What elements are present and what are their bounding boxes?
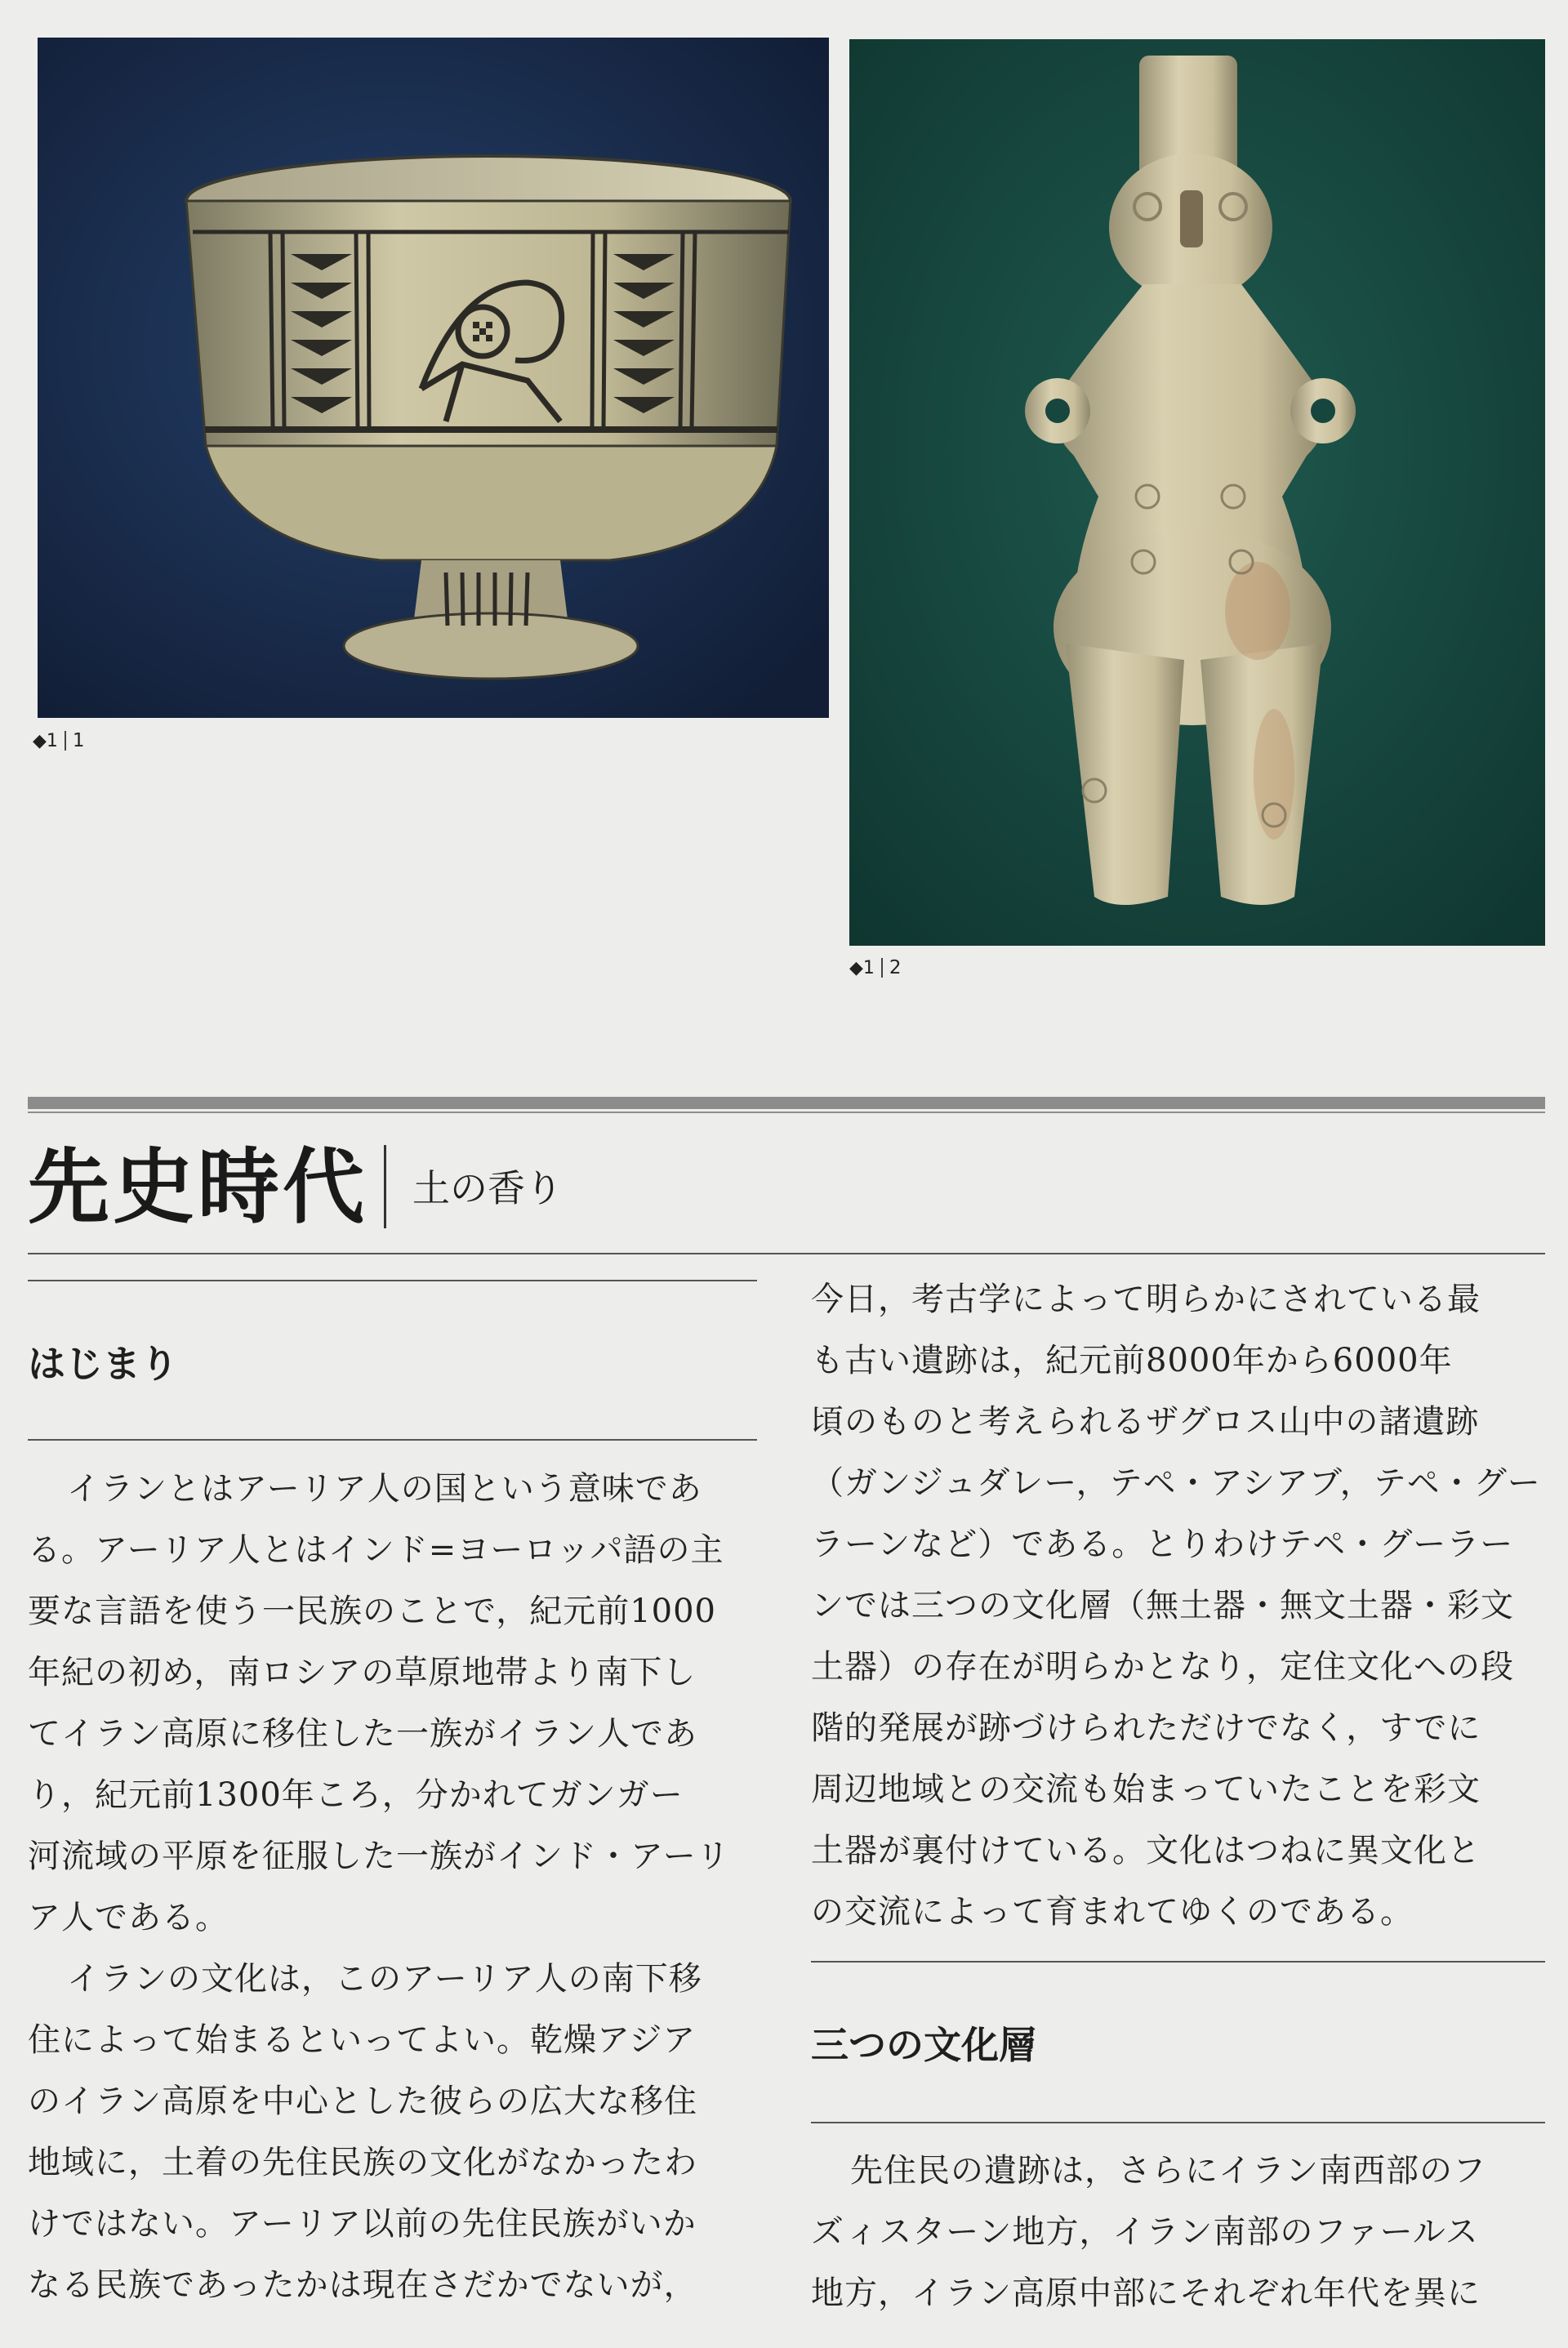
text-line: も古い遺跡は，紀元前8000年から6000年 xyxy=(811,1342,1453,1379)
text-line: ラーンなど）である。とりわけテペ・グーラー xyxy=(811,1526,1514,1563)
text-line: （ガンジュダレー，テペ・アシアブ，テペ・グー xyxy=(811,1464,1541,1502)
title-separator xyxy=(384,1145,386,1228)
text-line: の交流によって育まれてゆくのである。 xyxy=(811,1893,1414,1931)
text-line: イランとはアーリア人の国という意味であ xyxy=(67,1470,702,1508)
photo-clay-figurine xyxy=(849,39,1545,946)
text-line: てイラン高原に移住した一族がイラン人であ xyxy=(28,1715,697,1753)
text-line: 地域に，土着の先住民族の文化がなかったわ xyxy=(28,2144,697,2181)
text-line: イランの文化は，このアーリア人の南下移 xyxy=(67,1960,702,1998)
caption-prefix: ◆1 xyxy=(849,957,875,978)
clay-figurine-illustration xyxy=(849,39,1545,946)
left-column-body xyxy=(28,1459,757,2316)
text-line: 階的発展が跡づけられただけでなく，すでに xyxy=(811,1709,1481,1747)
caption-prefix: ◆1 xyxy=(33,730,58,751)
text-line: ア人である。 xyxy=(28,1899,229,1936)
text-line: 土器）の存在が明らかとなり，定住文化への段 xyxy=(811,1648,1514,1686)
paragraph-iran-culture xyxy=(28,1949,757,2316)
text-line: けではない。アーリア以前の先住民族がいか xyxy=(28,2205,697,2243)
text-line: る。アーリア人とはインド=ヨーロッパ語の主 xyxy=(28,1531,724,1569)
title-bottom-rule xyxy=(28,1253,1545,1254)
caption-number: 2 xyxy=(889,957,902,978)
text-line: 頃のものと考えられるザグロス山中の諸遺跡 xyxy=(811,1403,1480,1441)
title-thick-rule xyxy=(28,1097,1545,1109)
right-heading-bottom-rule xyxy=(811,2122,1545,2123)
paragraph-origins xyxy=(28,1459,757,1949)
text-line: 住によって始まるといってよい。乾燥アジア xyxy=(28,2021,697,2059)
page-subtitle: 土の香り xyxy=(412,1166,563,1210)
text-line: なる民族であったかは現在さだかでないが， xyxy=(28,2266,697,2304)
painted-cup-illustration xyxy=(38,38,829,718)
photo-painted-cup xyxy=(38,38,829,718)
right-heading-top-rule xyxy=(811,1961,1545,1963)
text-line: 今日，考古学によって明らかにされている最 xyxy=(811,1281,1481,1318)
text-line: のイラン高原を中心とした彼らの広大な移住 xyxy=(28,2083,697,2120)
text-line: 地方，イラン高原中部にそれぞれ年代を異に xyxy=(811,2274,1481,2312)
text-line: り，紀元前1300年ころ，分かれてガンガー xyxy=(28,1776,684,1814)
paragraph-indigenous-sites xyxy=(811,2141,1545,2324)
left-heading-top-rule xyxy=(28,1280,757,1281)
caption-number: 1 xyxy=(72,730,85,751)
figure-caption-1 xyxy=(33,730,85,751)
page-title: 先史時代 xyxy=(28,1138,368,1235)
text-line: 先住民の遺跡は，さらにイラン南西部のフ xyxy=(850,2152,1486,2190)
right-column-body-bottom xyxy=(811,2141,1545,2324)
text-line: 周辺地域との交流も始まっていたことを彩文 xyxy=(811,1771,1481,1808)
text-line: 河流域の平原を征服した一族がインド・アーリ xyxy=(28,1838,730,1875)
text-line: 年紀の初め，南ロシアの草原地帯より南下し xyxy=(28,1654,697,1691)
paragraph-archaeology xyxy=(811,1269,1545,1943)
text-line: 土器が裏付けている。文化はつねに異文化と xyxy=(811,1832,1481,1869)
caption-divider xyxy=(881,958,883,978)
text-line: ズィスターン地方，イラン南部のファールス xyxy=(811,2213,1479,2251)
section-heading-three-layers: 三つの文化層 xyxy=(811,2023,1036,2067)
text-line: ンでは三つの文化層（無土器・無文土器・彩文 xyxy=(811,1587,1514,1624)
caption-divider xyxy=(65,731,66,751)
section-heading-hajimari: はじまり xyxy=(28,1342,178,1386)
right-column-body-top xyxy=(811,1269,1545,1943)
left-heading-bottom-rule xyxy=(28,1439,757,1441)
text-line: 要な言語を使う一民族のことで，紀元前1000 xyxy=(28,1593,716,1630)
title-thin-rule xyxy=(28,1112,1545,1113)
figure-caption-2 xyxy=(849,957,902,978)
